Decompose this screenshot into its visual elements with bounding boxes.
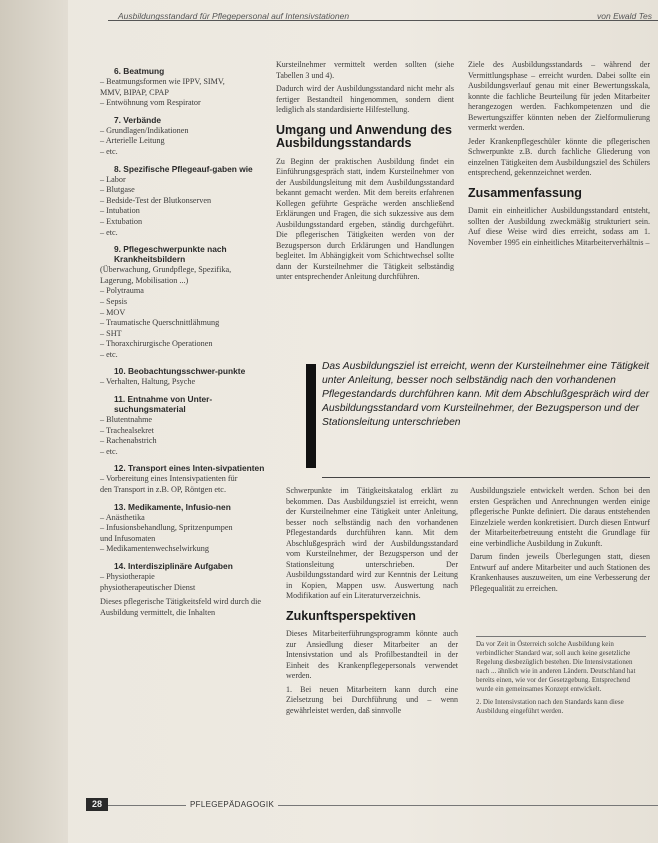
paragraph: Darum finden jeweils Überlegungen statt, diesen Entwurf auf andere Mitarbeiter und auch Stationen des Krankenhauses auszuweiten, um eine Verbesserung der Pflegequalität zu erreichen. [470,552,650,593]
outline-list-item: – Intubation [100,206,140,216]
outline-list-item: – Rachenabstrich [100,436,157,446]
outline-list-item: – Entwöhnung vom Respirator [100,98,201,108]
paragraph: Dieses Mitarbeiterführungsprogramm könnte auch zur Ansiedlung dieser Mitarbeiter an der Intensivstation und als Profilbestandteil in der Einheit des Krankenpflegepersonals verwendet werden. [286,629,458,680]
section-heading: Zusammenfassung [468,185,582,200]
outline-list-item: – Arterielle Leitung [100,136,165,146]
outline-list [100,265,268,360]
outline-section-title: 14. Interdisziplinäre Aufgaben [114,561,233,571]
outline-list-item: Lagerung, Mobilisation ...) [100,275,189,285]
outline-list-item: – Extubation [100,216,143,226]
outline-list-item: und Infusomaten [100,533,156,543]
header-title: Ausbildungsstandard für Pflegepersonal auf Intensivstationen [118,11,350,21]
outline-list-item: – Vorbereitung eines Intensivpatienten für [100,474,238,484]
body-column-middle-lower [286,486,458,719]
outline-list-item: MMV, BIPAP, CPAP [100,87,169,97]
outline-list-item: – Sepsis [100,296,128,306]
page-number: 28 [86,798,108,811]
outline-list-item: – Trachealsekret [100,425,154,435]
outline-list-item: physiotherapeutischer Dienst [100,582,196,592]
outline-list-item: – Physiotherapie [100,572,155,581]
outline-section-title: 13. Medikamente, Infusio-nen [114,501,231,512]
section-heading: Umgang und Anwendung des Ausbildungsstandards [276,122,452,150]
page-footer [86,798,658,812]
outline-list-item: – Blutentnahme [100,415,153,425]
outline-list-item: – Verhalten, Haltung, Psyche [100,377,196,387]
paragraph: Ausbildungsziele entwickelt werden. Schon bei den ersten Gesprächen und Anrechnungen werden einige pflegerische Punkte definiert. Die daraus entstehenden Einzelziele werden konkretisiert. Durch diesen Entwurf der Mitarbeiterbetreuung entsteht die Grundlage für eine verbindliche Ausbildung in Zukunft. [470,486,650,548]
body-column-right [468,60,650,251]
outline-list [100,474,268,495]
paragraph: Schwerpunkte im Tätigkeitskatalog erklärt zu bekommen. Das Ausbildungsziel ist erreicht, wenn der Kursteilnehmer eine Tätigkeit unter Anleitung, besser noch selbständig nach den vorhandenen Pflegestandards durchführen kann. Mit dem Abschlußgespräch wird der Ausbildungsstandard vom Kursteilnehmer, der Bezugsperson und der Stationsleitung unterschrieben. Der Ausbildungsstandard wird zur Kenntnis der Leitung in Kopien, Mappen usw. Auswertung nach Modifikation auf ein Literaturverzeichnis. [286,486,458,600]
paragraph: Dieses pflegerische Tätigkeitsfeld wird durch die Ausbildung vermittelt, die Inhalten [100,597,262,617]
outline-list-item: – etc. [100,349,118,359]
paragraph: Ziele des Ausbildungsstandards – während der Vermittlungsphase – erreicht wurden. Dabei sollte ein Ausbildungsverlauf genau mit einer Bewertungsskala, konnte die fachliche Beurteilung für jeden Mitarbeiter herangezogen werden. Fachkompetenzen und die Bewertungsziffer könnten neben der Zielformulierung vermerkt werden. [468,60,650,132]
outline-list [100,513,268,555]
outline-list-item: – Anästhetika [100,512,145,522]
outline-list-item: – etc. [100,227,118,237]
outline-list [100,572,268,593]
pull-quote-bar [306,364,316,468]
outline-column [100,60,268,618]
outline-list-item: – MOV [100,307,126,317]
outline-list-item: – etc. [100,146,118,156]
outline-section-title: 7. Verbände [114,114,162,125]
outline-section-title: 9. Pflegeschwerpunkte nach Krankheitsbildern [114,244,227,265]
footnotes [476,636,646,720]
outline-section-title: 6. Beatmung [114,66,165,76]
paragraph: Jeder Krankenpflegeschüler könnte die pflegerischen Schwerpunkte z.B. durch fachliche Gliederung von einzelnen Tätigkeiten dem Ausbildungsziel des Schülers entsprechend, gekennzeichnet werden. [468,136,650,177]
pull-quote-rule [322,477,650,478]
outline-list [100,415,268,457]
journal-name: PFLEGEPÄDAGOGIK [186,800,278,809]
outline-list-item: – etc. [100,446,118,456]
running-header [118,8,658,24]
outline-list-item: – Polytrauma [100,286,144,296]
paragraph: Zu Beginn der praktischen Ausbildung findet ein Einführungsgespräch statt, indem Kursteilnehmer von der Ausbildungsleitung mit dem Ausbildungsstandard bekannt gemacht werden. Mit dem bereits erfahrenen Kollegen geführte Gespräche werden anschließend Erklärungen und Fragen, die sich sukzessive aus dem Ausbildungsstandard ergeben, ständig durchgeführt. Die pflegerischen Tätigkeiten werden von der Bezugsperson durch Erklärungen und Handlungen begleitet. Im Abhängigkeit vom Schichtwechsel sollte dann der Kursteilnehmer die Tätigkeit selbständig unter entsprechender Anleitung durchführen. [276,156,454,281]
header-author: von Ewald Tes [597,11,652,21]
outline-list-item: – Infusionsbehandlung, Spritzenpumpen [100,523,233,533]
outline-section-title: 11. Entnahme von Unter-suchungsmaterial [114,394,213,415]
outline-section-title: 10. Beobachtungsschwer-punkte [114,366,246,377]
paragraph: Kursteilnehmer vermittelt werden sollten (siehe Tabellen 3 und 4). [276,60,454,80]
outline-list-item: – Grundlagen/Indikationen [100,125,189,135]
footnote: 2. Die Intensivstation nach den Standards kann diese Ausbildung eingeführt werden. [476,698,624,715]
paragraph: Damit ein einheitlicher Ausbildungsstandard entsteht, sollten der Ausbildung zweckmäßig strukturiert sein. Auf diese Weise wird dies erreicht, sodass am 1. November 1995 ein einheitliches Mitarbeiterverhältnis – [468,206,650,247]
body-column-middle [276,60,454,286]
outline-list-item: (Überwachung, Grundpflege, Spezifika, [100,265,232,275]
footnote: Da vor Zeit in Österreich solche Ausbildung kein verbindlicher Standard war, soll auch keine gesetzliche Regelung diesbezüglich bestehen. Die Intensivstationen nach ... ähnlich wie in anderen Ländern. Deutschland hat bereits einen, wie vor der Gesetzgebung. Entsprechend wurde ein gemeinsames Konzept entwickelt. [476,640,636,693]
outline-list-item: – Labor [100,174,126,184]
outline-list-item: – Medikamentenwechselwirkung [100,544,209,554]
section-heading: Zukunftsperspektiven [286,608,416,623]
outline-list [100,175,268,239]
page-gutter-shadow [0,0,68,843]
paragraph: 1. Bei neuen Mitarbeitern kann durch eine Zielsetzung bei Durchführung und – wenn gewährleistet werden, daß sinnvolle [286,684,458,715]
outline-list [100,126,268,158]
pull-quote [306,360,650,478]
outline-list [100,377,268,388]
outline-list-item: – SHT [100,328,122,338]
outline-list-item: den Transport in z.B. OP, Röntgen etc. [100,485,226,495]
body-column-right-lower [470,486,650,597]
outline-section-title: 8. Spezifische Pflegeauf-gaben wie [114,163,253,174]
outline-list-item: – Beatmungsformen wie IPPV, SIMV, [100,77,225,86]
outline-list [100,77,268,109]
outline-section-title: 12. Transport eines Inten-sivpatienten [114,463,265,474]
outline-list-item: – Bedside-Test der Blutkonserven [100,195,212,205]
outline-list-item: – Thoraxchirurgische Operationen [100,339,213,349]
outline-list-item: – Blutgase [100,185,135,195]
pull-quote-text: Das Ausbildungsziel ist erreicht, wenn der Kursteilnehmer eine Tätigkeit unter Anleitung, besser noch selbständig nach den vorhandenen Pflegestandards durchführen kann. Mit dem Abschlußgespräch wird der Ausbildungsstandard vom Kursteilnehmer, der Bezugsperson und der Stationsleitung unterschrieben [322,361,650,428]
outline-list-item: – Traumatische Querschnittlähmung [100,318,220,328]
header-rule [108,20,658,21]
paragraph: Dadurch wird der Ausbildungsstandard nicht mehr als fertiger Bestandteil hingenommen, sondern dient lediglich als standardisierte Hilfestellung. [276,84,454,114]
